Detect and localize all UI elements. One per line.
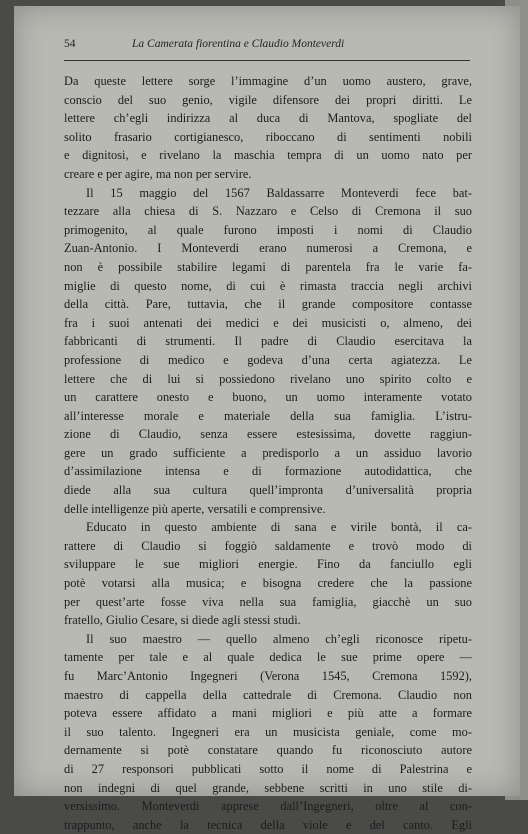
text-line: conscio del suo genio, vigile difensore dei propri diritti. Le (64, 92, 472, 107)
text-line: versissimo. Monteverdi apprese dall’Ingegneri, oltre al con- (64, 799, 472, 814)
text-line: sviluppare le sue migliori energie. Fino da fanciullo egli (64, 557, 472, 572)
running-title: La Camerata fiorentina e Claudio Monteverdi (132, 38, 345, 50)
text-line: creare e per agire, ma non per servire. (64, 166, 252, 181)
text-line: fratello, Giulio Cesare, si diede agli stessi studi. (64, 613, 301, 628)
text-line: miglie di questo nome, di cui è rimasta traccia negli archivi (64, 278, 472, 293)
text-line: non è possibile stabilire legami di parentela fra le varie fa- (64, 259, 472, 274)
text-line: trappunto, anche la tecnica della viole e del canto. Egli (64, 817, 472, 832)
text-line: di 27 responsori pubblicati sotto il nome di Palestrina e (64, 761, 472, 776)
text-line: della città. Pare, tuttavia, che il grande compositore contasse (64, 297, 472, 312)
text-line: fu Marc’Antonio Ingegneri (Verona 1545, Cremona 1592), (64, 669, 472, 683)
page-header (64, 36, 474, 56)
page-number: 54 (64, 38, 76, 50)
text-line: fabbricanti di strumenti. Il padre di Claudio esercitava la (64, 334, 472, 349)
text-line: potè votarsi alla musica; e bisogna credere che la passione (64, 576, 472, 591)
text-line: e dignitosi, e rivelano la maschia tempra di un uomo nato per (64, 148, 472, 163)
text-line: Il 15 maggio del 1567 Baldassarre Monteverdi fece bat- (86, 185, 472, 200)
text-line: dernamente si potè constatare quando fu riconosciuto autore (64, 743, 472, 758)
text-line: il suo talento. Ingegneri era un musicista geniale, come mo- (64, 724, 472, 739)
header-rule (64, 60, 470, 61)
text-line: poteva essere affidato a mani migliori e più atte a formare (64, 706, 472, 721)
text-line: gere un grado sufficiente a predisporlo a un assiduo lavorio (64, 445, 472, 460)
body-text (64, 72, 472, 834)
text-line: Educato in questo ambiente di sana e virile bontà, il ca- (86, 520, 472, 535)
book-page (14, 6, 520, 832)
text-line: lettere che di lui si possiedono rivelano uno spirito colto e (64, 371, 472, 386)
text-line: all’interesse morale e materiale della sua famiglia. L’istru- (64, 408, 472, 423)
text-line: Zuan-Antonio. I Monteverdi erano numerosi a Cremona, e (64, 241, 472, 256)
text-line: delle intelligenze più aperte, versatili e comprensive. (64, 501, 326, 516)
text-line: professione di medico e godeva d’una certa agiatezza. Le (64, 352, 472, 367)
text-line: un carattere onesto e buono, un uomo interamente votato (64, 390, 472, 405)
text-line: solito frasario cortigianesco, riboccano di sentimenti nobili (64, 129, 472, 144)
text-line: tamente per tale e al quale dedica le sue prime opere — (64, 650, 472, 665)
text-line: lettere ch’egli indirizza al duca di Mantova, spogliate del (64, 111, 472, 126)
text-line: zione di Claudio, senza essere estesissima, dovette raggiun- (64, 427, 472, 442)
text-line: Da queste lettere sorge l’immagine d’un uomo austero, grave, (64, 74, 472, 88)
text-line: primogenito, al quale furono imposti i nomi di Claudio (64, 222, 472, 237)
text-line: rattere di Claudio si foggiò saldamente e trovò modo di (64, 538, 472, 553)
text-line: fra i suoi antenati dei medici e dei musicisti o, almeno, dei (64, 315, 472, 330)
text-line: per quest’arte fosse viva nella sua famiglia, giacchè un suo (64, 594, 472, 609)
text-line: tezzare alla chiesa di S. Nazzaro e Celso di Cremona il suo (64, 204, 472, 219)
text-line: non indegni di quel grande, sebbene scritti in uno stile di- (64, 780, 472, 795)
text-line: diede alla sua cultura quell’impronta d’universalità propria (64, 483, 472, 498)
text-line: maestro di cappella della cattedrale di Cremona. Claudio non (64, 687, 472, 702)
text-line: d’assimilazione intensa e di formazione autodidattica, che (64, 464, 472, 479)
text-line: Il suo maestro — quello almeno ch’egli riconosce ripetu- (86, 631, 472, 646)
